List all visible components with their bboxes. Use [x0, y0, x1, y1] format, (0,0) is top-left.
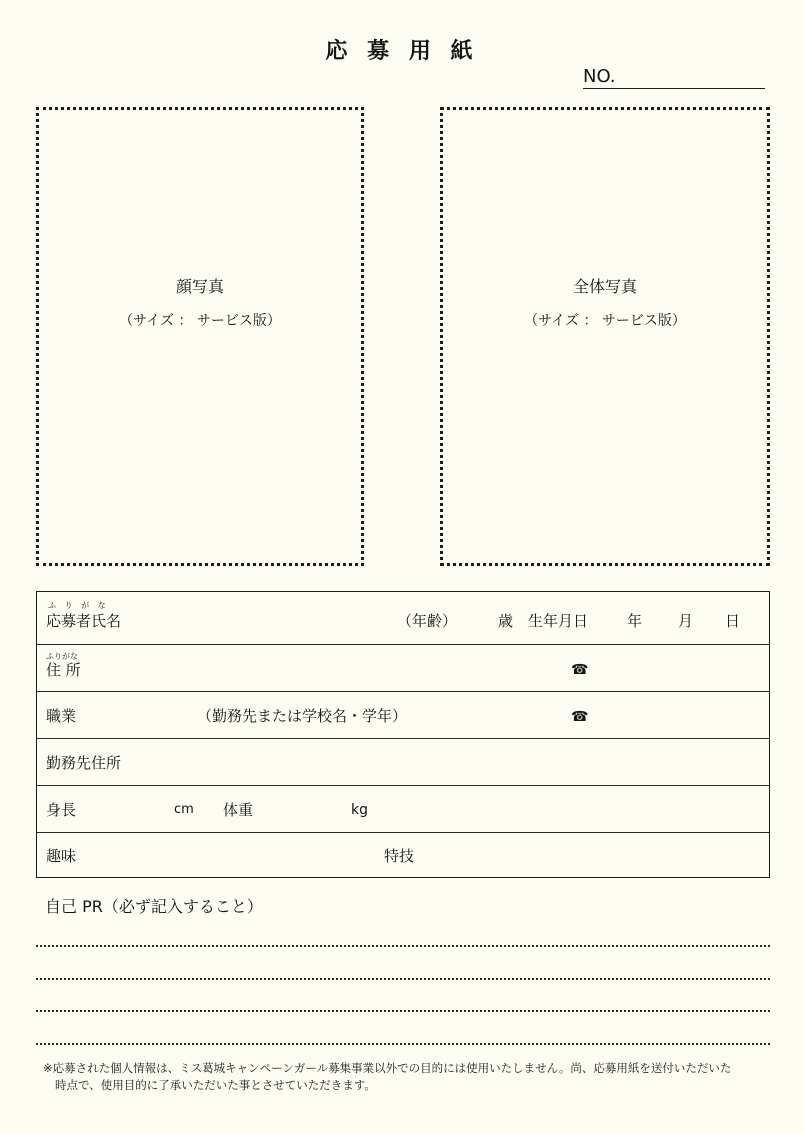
birth-day-unit: 日 [725, 612, 741, 630]
self-pr-heading: 自己 PR（必ず記入すること） [45, 897, 263, 916]
self-pr-line [36, 1043, 770, 1045]
full-body-photo-box [440, 107, 770, 566]
phone-icon [571, 660, 588, 679]
face-photo-size-note: （サイズ ： サービス版） [119, 313, 281, 329]
privacy-footnote-line1: ※応募された個人情報は、ミス葛城キャンペーンガール募集事業以外での目的には使用いたしません。尚、応募用紙を送付いただいた [43, 1061, 732, 1075]
name-ruby: ふ り が な [48, 601, 109, 610]
application-number-field [583, 66, 765, 89]
work-address-label: 勤務先住所 [46, 754, 122, 772]
weight-unit: kg [351, 802, 368, 818]
age-unit: 歳 [498, 612, 514, 630]
height-label: 身長 [46, 801, 77, 819]
face-photo-box [36, 107, 364, 566]
self-pr-line [36, 1010, 770, 1012]
address-ruby: ふりがな [46, 652, 78, 661]
body-measurements-row [37, 785, 769, 832]
self-pr-line [36, 945, 770, 947]
address-row [37, 644, 769, 691]
full-body-photo-size-note: （サイズ ： サービス版） [524, 313, 686, 329]
phone-icon [571, 707, 588, 726]
hobby-skill-row [37, 832, 769, 877]
face-photo-label: 顔写真 [175, 277, 224, 296]
birth-date-label: 生年月日 [528, 612, 589, 630]
weight-label: 体重 [223, 801, 254, 819]
name-row [37, 592, 769, 644]
occupation-row [37, 691, 769, 738]
height-unit: cm [174, 802, 194, 817]
name-label: 応募者氏名 [46, 612, 122, 630]
privacy-footnote-line2: 時点で、使用目的に了承いただいた事とさせていただきます。 [55, 1078, 376, 1092]
birth-year-unit: 年 [627, 612, 643, 630]
occupation-note: （勤務先または学校名・学年） [197, 707, 408, 725]
full-body-photo-label: 全体写真 [572, 277, 637, 296]
hobby-label: 趣味 [46, 847, 77, 865]
occupation-label: 職業 [46, 707, 77, 725]
applicant-info-table [36, 591, 770, 878]
number-label: NO. [583, 66, 616, 87]
age-label: （年齢） [397, 612, 458, 630]
self-pr-line [36, 978, 770, 980]
skill-label: 特技 [384, 847, 415, 865]
address-label: 住 所 [46, 661, 81, 679]
work-address-row [37, 738, 769, 785]
birth-month-unit: 月 [678, 612, 694, 630]
page-title: 応 募 用 紙 [325, 39, 479, 64]
